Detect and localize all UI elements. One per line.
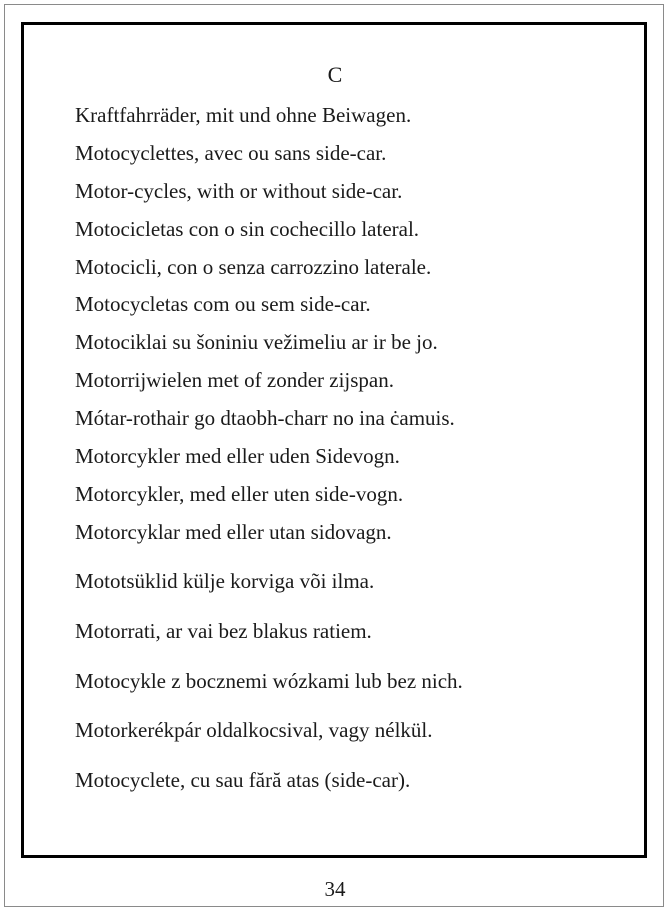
translation-line-lithuanian: Motociklai su šoniniu vežimeliu ar ir be jo. — [75, 330, 438, 354]
translation-line-portuguese: Motocycletas com ou sem side-car. — [75, 292, 371, 316]
page-number: 34 — [324, 877, 346, 901]
translation-line-swedish: Motorcyklar med eller utan sidovagn. — [75, 520, 392, 544]
translation-line-dutch: Motorrijwielen met of zonder zijspan. — [75, 368, 394, 392]
translation-line-danish: Motorcykler med eller uden Sidevogn. — [75, 444, 400, 468]
translation-line-norwegian: Motorcykler, med eller uten side-vogn. — [75, 482, 404, 506]
translation-line-latvian: Motorrati, ar vai bez blakus ratiem. — [75, 619, 372, 643]
translation-line-irish: Mótar-rothair go dtaobh-charr no ina ċamuis. — [75, 406, 455, 430]
translation-line-polish: Motocykle z bocznemi wózkami lub bez nich. — [75, 669, 463, 693]
translation-line-romanian: Motocyclete, cu sau fără atas (side-car). — [75, 768, 411, 792]
translation-line-french: Motocyclettes, avec ou sans side-car. — [75, 141, 387, 165]
translation-line-spanish: Motocicletas con o sin cochecillo lateral. — [75, 217, 420, 241]
section-letter: C — [327, 62, 343, 87]
translation-line-hungarian: Motorkerékpár oldalkocsival, vagy nélkül. — [75, 718, 433, 742]
translation-line-english: Motor-cycles, with or without side-car. — [75, 179, 403, 203]
translation-line-italian: Motocicli, con o senza carrozzino laterale. — [75, 255, 432, 279]
translation-line-estonian: Mototsüklid külje korviga või ilma. — [75, 569, 375, 593]
translation-line-german: Kraftfahrräder, mit und ohne Beiwagen. — [75, 103, 412, 127]
